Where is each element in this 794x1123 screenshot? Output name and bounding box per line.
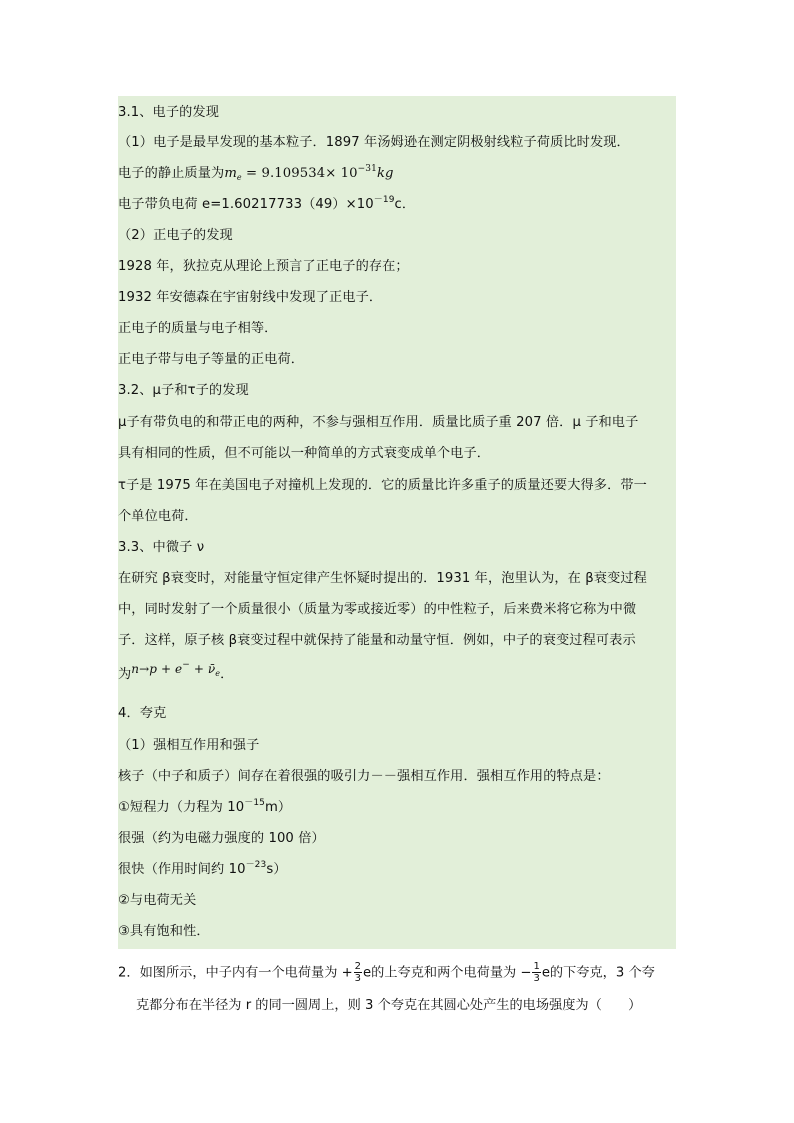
paragraph: 子．这样，原子核 β衰变过程中就保持了能量和动量守恒．例如，中子的衰变过程可表示 (118, 633, 636, 648)
fraction-one-third (532, 961, 540, 984)
charge-exponent: －19 (373, 195, 395, 205)
paragraph: 中，同时发射了一个质量很小（质量为零或接近零）的中性粒子，后来费米将它称为中微 (118, 602, 637, 617)
paragraph: 1932 年安德森在宇宙射线中发现了正电子． (118, 290, 383, 305)
paragraph: 正电子带与电子等量的正电荷． (118, 352, 305, 367)
section-heading-3-1: 3.1、电子的发现 (118, 105, 219, 120)
paragraph: τ子是 1975 年在美国电子对撞机上发现的．它的质量比许多重子的质量还要大得多．带一 (118, 478, 647, 493)
text: 电子带负电荷 e=1.60217733（49）×10 (118, 197, 374, 212)
text: e的上夸克和两个电荷量为 − (363, 965, 532, 981)
text: ． (220, 667, 234, 682)
paragraph: μ子有带负电的和带正电的两种，不参与强相互作用．质量比质子重 207 倍．μ 子和电子 (118, 415, 639, 430)
text: 电子的静止质量为 (118, 166, 225, 181)
time-exponent: －23 (245, 860, 267, 870)
feature-fast (118, 860, 676, 880)
paragraph: 1928 年，狄拉克从理论上预言了正电子的存在； (118, 259, 409, 274)
text: 为 (118, 667, 132, 682)
paragraph: （1）强相互作用和强子 (118, 738, 260, 753)
text: 很快（作用时间约 10 (118, 862, 246, 877)
text: 2．如图所示，中子内有一个电荷量为 + (118, 965, 353, 981)
numerator: 2 (354, 961, 362, 972)
paragraph: （2）正电子的发现 (118, 228, 233, 243)
feature-short-range (118, 798, 676, 818)
denominator: 3 (533, 973, 540, 984)
fraction-two-thirds (354, 961, 362, 984)
text: s） (266, 862, 287, 877)
paragraph: 个单位电荷． (118, 509, 198, 524)
mass-symbol: $m_e$ (224, 166, 242, 182)
paragraph: 核子（中子和质子）间存在着很强的吸引力－－强相互作用．强相互作用的特点是： (118, 769, 610, 784)
denominator: 3 (354, 973, 362, 984)
decay-equation: $n\to p + e^- + \nū_e$ (131, 660, 221, 678)
section-heading-3-2: 3.2、μ子和τ子的发现 (118, 383, 249, 398)
mass-value: 9.109534× 10 (261, 166, 358, 181)
feature-charge-independent: ②与电荷无关 (118, 893, 197, 908)
feature-strong: 很强（约为电磁力强度的 100 倍） (118, 831, 325, 846)
paragraph: （1）电子是最早发现的基本粒子．1897 年汤姆逊在测定阴极射线粒子荷质比时发现． (118, 135, 630, 150)
section-heading-3-3: 3.3、中微子 ν (118, 540, 205, 555)
mass-exponent: −31 (357, 164, 377, 174)
paragraph: 正电子的质量与电子相等． (118, 321, 278, 336)
question-line-1 (118, 961, 655, 986)
section-heading-4: 4．夸克 (118, 706, 167, 721)
question-line-2: 克都分布在半径为 r 的同一圆周上，则 3 个夸克在其圆心处产生的电场强度为（ ） (136, 998, 642, 1013)
electron-mass-line (118, 164, 676, 184)
mass-unit: kg (376, 166, 394, 181)
feature-saturation: ③具有饱和性． (118, 924, 210, 939)
paragraph: 具有相同的性质，但不可能以一种简单的方式衰变成单个电子． (118, 446, 491, 461)
paragraph: 在研究 β衰变时，对能量守恒定律产生怀疑时提出的．1931 年，泡里认为，在 β衰变过程 (118, 571, 647, 586)
range-exponent: －15 (244, 798, 265, 808)
electron-charge-line (118, 195, 676, 215)
charge-unit: c． (394, 197, 416, 212)
text: m） (264, 800, 292, 815)
numerator: 1 (533, 961, 540, 972)
neutron-decay-line (118, 660, 676, 685)
text: ①短程力（力程为 10 (118, 800, 245, 815)
text: e的下夸克，3 个夸 (541, 965, 655, 981)
equals-sign: = (241, 166, 262, 181)
